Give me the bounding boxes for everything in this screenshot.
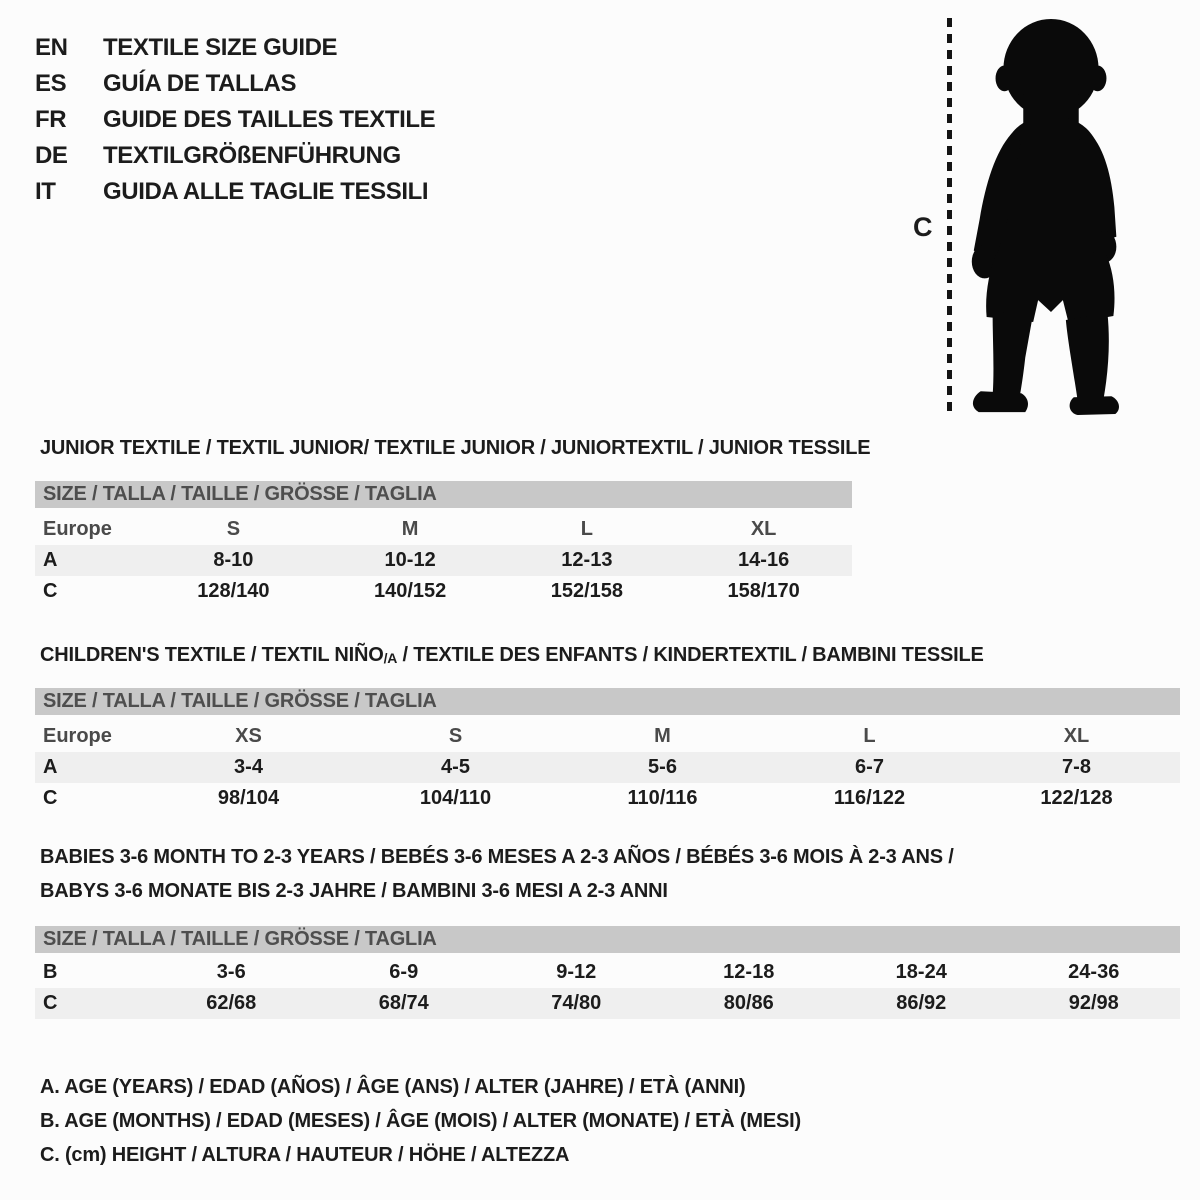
table-cell: 18-24 [895,961,947,983]
table-cell: 3-4 [234,756,263,778]
table-cell: 68/74 [378,992,429,1014]
table-row [35,514,852,545]
height-dashed-line [947,18,952,415]
section-title-babies-line2 [40,880,668,903]
language-title: GUÍA DE TALLAS [103,70,297,97]
table-cell: M [401,518,419,540]
row-label: Europe [43,518,112,540]
language-code: EN [35,34,68,61]
language-title: GUIDA ALLE TAGLIE TESSILI [103,178,429,205]
table-cell: 7-8 [1062,756,1091,778]
language-title: GUIDE DES TAILLES TEXTILE [103,106,436,133]
table-junior [35,514,852,607]
table-cell: 80/86 [723,992,774,1014]
size-header-text: SIZE / TALLA / TAILLE / GRÖSSE / TAGLIA [43,483,437,505]
section-title-junior [40,437,870,460]
row-label: Europe [43,725,112,747]
table-cell: 140/152 [373,580,447,602]
table-babies [35,957,1180,1019]
table-cell: 122/128 [1040,787,1113,809]
table-cell: 6-7 [855,756,884,778]
legend-line-c: C. (cm) HEIGHT / ALTURA / HAUTEUR / HÖHE / ALTEZZA [40,1144,570,1166]
height-line-label: C [913,212,933,242]
table-cell: 158/170 [727,580,800,602]
table-row [35,721,1180,752]
table-cell: 12-13 [561,549,613,571]
table-cell: 74/80 [551,992,602,1014]
table-cell: 92/98 [1068,992,1119,1014]
row-label: B [43,961,58,983]
section-title-text: / TEXTILE DES ENFANTS / KINDERTEXTIL / BAMBINI TESSILE [397,644,984,666]
size-header-text: SIZE / TALLA / TAILLE / GRÖSSE / TAGLIA [43,690,437,712]
legend-line-b: B. AGE (MONTHS) / EDAD (MESES) / ÂGE (MOIS) / ALTER (MONATE) / ETÀ (MESI) [40,1110,801,1132]
table-row [35,752,1180,783]
section-title-children [40,644,984,667]
language-title: TEXTILGRÖßENFÜHRUNG [103,142,401,169]
section-title-text: JUNIOR TEXTILE / TEXTIL JUNIOR/ TEXTILE JUNIOR / JUNIORTEXTIL / JUNIOR TESSILE [40,437,871,459]
language-row [35,30,435,66]
table-cell: 152/158 [550,580,624,602]
table-cell: 12-18 [723,961,775,983]
table-cell: 104/110 [419,787,492,809]
table-cell: XL [750,518,777,540]
table-cell: 8-10 [213,549,254,571]
table-cell: L [863,725,876,747]
toddler-silhouette [963,13,1138,419]
table-cell: S [448,725,463,747]
table-cell: 3-6 [216,961,246,983]
table-children [35,721,1180,814]
table-cell: 110/116 [627,787,698,809]
table-cell: 62/68 [206,992,257,1014]
section-title-text: CHILDREN'S TEXTILE / TEXTIL NIÑO [40,644,384,666]
table-cell: 128/140 [197,580,270,602]
table-row [35,957,1180,988]
legend [40,1070,801,1172]
legend-line-a: A. AGE (YEARS) / EDAD (AÑOS) / ÂGE (ANS) / ALTER (JAHRE) / ETÀ (ANNI) [40,1076,746,1098]
row-label: A [43,549,58,571]
language-code: IT [35,178,56,205]
table-row [35,988,1180,1019]
size-header-bar-children [35,688,1180,715]
row-label: C [43,992,58,1014]
table-row [35,783,1180,814]
section-title-babies-line1 [40,846,954,869]
table-cell: 116/122 [833,787,906,809]
table-cell: 5-6 [648,756,677,778]
table-cell: 86/92 [896,992,947,1014]
row-label: C [43,580,58,602]
language-code: FR [35,106,67,133]
table-cell: 24-36 [1068,961,1120,983]
size-header-text: SIZE / TALLA / TAILLE / GRÖSSE / TAGLIA [43,928,437,950]
table-cell: 98/104 [217,787,280,809]
section-title-text: BABIES 3-6 MONTH TO 2-3 YEARS / BEBÉS 3-6 MESES A 2-3 AÑOS / BÉBÉS 3-6 MOIS À 2-3 ANS / [40,846,954,868]
language-row [35,66,435,102]
table-row [35,576,852,607]
row-label: C [43,787,58,809]
table-cell: 4-5 [441,756,470,778]
section-title-subscript: /A [383,650,398,666]
language-title: TEXTILE SIZE GUIDE [103,34,338,61]
table-cell: XL [1063,725,1090,747]
language-code: DE [35,142,68,169]
row-label: A [43,756,58,778]
language-list [35,30,435,210]
table-cell: 6-9 [389,961,419,983]
table-cell: XS [235,725,262,747]
section-title-text: BABYS 3-6 MONATE BIS 2-3 JAHRE / BAMBINI 3-6 MESI A 2-3 ANNI [40,880,668,902]
table-cell: 9-12 [556,961,597,983]
language-row [35,102,435,138]
table-cell: 10-12 [384,549,436,571]
language-code: ES [35,70,67,97]
language-row [35,174,435,210]
table-cell: S [226,518,241,540]
size-header-bar-junior [35,481,852,508]
table-cell: L [580,518,593,540]
size-header-bar-babies [35,926,1180,953]
table-row [35,545,852,576]
language-row [35,138,435,174]
table-cell: 14-16 [738,549,790,571]
table-cell: M [654,725,671,747]
